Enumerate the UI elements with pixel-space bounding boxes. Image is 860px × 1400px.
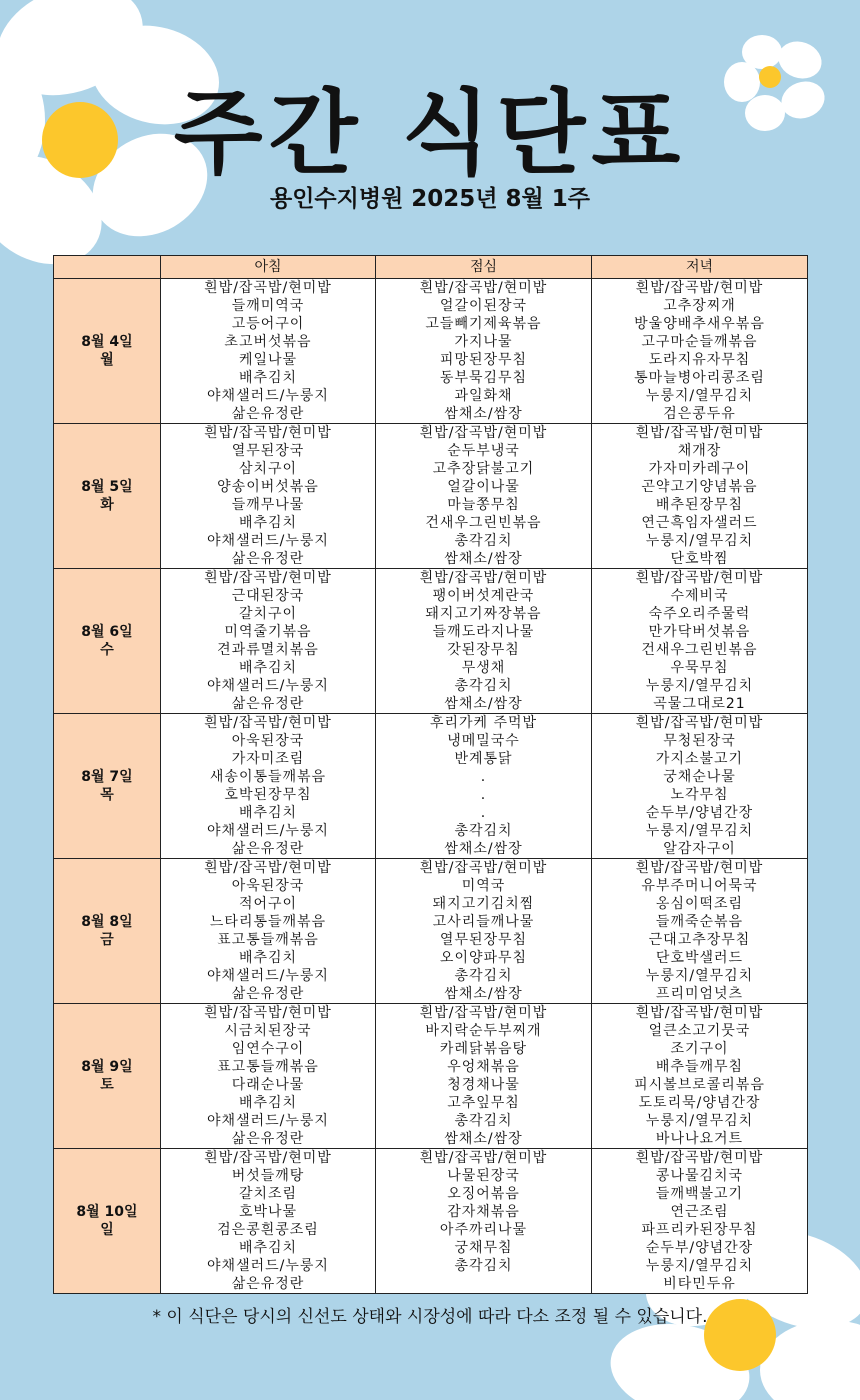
- dish-item: 수제비국: [670, 588, 729, 604]
- dish-item: .: [480, 769, 487, 785]
- dish-item: 배추김치: [238, 660, 298, 676]
- dish-item: 검은콩흰콩조림: [217, 1222, 319, 1238]
- dish-item: 쌈채소/쌈장: [444, 841, 523, 857]
- day-date: 8월 8일: [81, 914, 133, 930]
- dish-item: 아욱된장국: [231, 733, 305, 749]
- dish-item: 다래순나물: [231, 1077, 305, 1093]
- dish-item: 냉메밀국수: [447, 733, 520, 749]
- dish-item: 삶은유정란: [231, 1276, 305, 1292]
- dish-item: 청경채나물: [447, 1077, 520, 1093]
- breakfast-cell: [161, 1149, 376, 1294]
- dish-item: 고구마순들깨볶음: [641, 334, 758, 350]
- dish-item: 마늘쫑무침: [447, 497, 520, 513]
- lunch-cell: [376, 424, 592, 569]
- dinner-cell: [592, 279, 808, 424]
- dish-item: 들깨죽순볶음: [655, 914, 744, 930]
- dish-item: 파프리카된장무침: [641, 1222, 758, 1238]
- day-weekday: 화: [100, 497, 114, 513]
- dish-item: 가지소불고기: [655, 751, 744, 767]
- dish-item: 임연수구이: [231, 1041, 305, 1057]
- breakfast-cell: [161, 859, 376, 1004]
- dish-item: 쌈채소/쌈장: [444, 1131, 523, 1147]
- breakfast-cell: [161, 1004, 376, 1149]
- dish-item: 단호박찜: [670, 551, 729, 567]
- dish-item: 옹심이떡조림: [655, 896, 744, 912]
- dish-item: 야채샐러드/누룽지: [207, 1258, 329, 1274]
- dish-item: 알감자구이: [663, 841, 736, 857]
- dish-item: 총각김치: [454, 823, 513, 839]
- dish-item: 흰밥/잡곡밥/현미밥: [635, 280, 764, 296]
- column-header-dinner: 저녁: [592, 256, 808, 279]
- dish-item: 시금치된장국: [224, 1023, 312, 1039]
- dish-item: 가자미카레구이: [648, 461, 751, 477]
- dish-item: 흰밥/잡곡밥/현미밥: [635, 860, 764, 876]
- dish-item: 흰밥/잡곡밥/현미밥: [419, 425, 548, 441]
- dish-item: 흰밥/잡곡밥/현미밥: [204, 1150, 332, 1166]
- dish-item: 삼치구이: [238, 461, 298, 477]
- dish-item: 흰밥/잡곡밥/현미밥: [204, 860, 332, 876]
- dish-item: 삶은유정란: [231, 841, 305, 857]
- day-date: 8월 4일: [81, 334, 133, 350]
- dish-item: 순두부냉국: [447, 443, 520, 459]
- dish-item: 곤약고기양념볶음: [641, 479, 758, 495]
- dish-item: 흰밥/잡곡밥/현미밥: [204, 280, 332, 296]
- dish-item: 표고통들깨볶음: [217, 1059, 319, 1075]
- dish-item: 총각김치: [454, 533, 513, 549]
- dish-item: 흰밥/잡곡밥/현미밥: [419, 280, 548, 296]
- dish-item: 조기구이: [670, 1041, 729, 1057]
- dish-item: 무생채: [461, 660, 506, 676]
- dish-item: 삶은유정란: [231, 551, 305, 567]
- dish-item: 고들빼기제육볶음: [425, 316, 542, 332]
- day-cell: [54, 714, 161, 859]
- dish-item: 고추장찌개: [663, 298, 736, 314]
- column-header-day: [54, 256, 161, 279]
- day-weekday: 월: [100, 352, 114, 368]
- day-cell: [54, 859, 161, 1004]
- dish-item: 누룽지/열무김치: [645, 1258, 754, 1274]
- dish-item: 건새우그린빈볶음: [425, 515, 542, 531]
- footer-note: * 이 식단은 당시의 신선도 상태와 시장성에 따라 다소 조정 될 수 있습니다.: [152, 1307, 708, 1327]
- dish-item: 우엉채볶음: [447, 1059, 520, 1075]
- dish-item: 누룽지/열무김치: [645, 533, 754, 549]
- dish-item: 케일나물: [238, 352, 298, 368]
- dish-item: 과일화채: [454, 388, 513, 404]
- dish-item: 갈치조림: [238, 1186, 298, 1202]
- dish-item: 양송이버섯볶음: [217, 479, 319, 495]
- dish-item: 가자미조림: [231, 751, 305, 767]
- dish-item: 흰밥/잡곡밥/현미밥: [204, 425, 332, 441]
- dish-item: 들깨도라지나물: [432, 624, 535, 640]
- day-cell: [54, 424, 161, 569]
- dish-item: 근대된장국: [231, 588, 305, 604]
- lunch-cell: [376, 279, 592, 424]
- dish-item: 방울양배추새우볶음: [634, 316, 765, 332]
- dish-item: 미역줄기볶음: [224, 624, 312, 640]
- breakfast-cell: [161, 424, 376, 569]
- dish-item: 초고버섯볶음: [224, 334, 312, 350]
- dish-item: 표고통들깨볶음: [217, 932, 319, 948]
- dish-item: 고등어구이: [231, 316, 305, 332]
- lunch-cell: [376, 1149, 592, 1294]
- day-cell: [54, 569, 161, 714]
- dish-item: 들깨무나물: [231, 497, 305, 513]
- column-header-lunch: 점심: [376, 256, 592, 279]
- dish-item: 흰밥/잡곡밥/현미밥: [635, 715, 764, 731]
- dish-item: 피시볼브로콜리볶음: [634, 1077, 765, 1093]
- dish-item: 배추김치: [238, 950, 298, 966]
- dish-item: 배추김치: [238, 805, 298, 821]
- dish-item: 누룽지/열무김치: [645, 678, 754, 694]
- dish-item: 삶은유정란: [231, 1131, 305, 1147]
- dish-item: 쌈채소/쌈장: [444, 986, 523, 1002]
- day-weekday: 일: [100, 1222, 114, 1238]
- dish-item: 돼지고기김치찜: [432, 896, 535, 912]
- breakfast-cell: [161, 714, 376, 859]
- dish-item: 총각김치: [454, 678, 513, 694]
- dish-item: 근대고추장무침: [648, 932, 751, 948]
- dish-item: 들깨미역국: [231, 298, 305, 314]
- menu-table: [53, 255, 808, 1294]
- dish-item: 가지나물: [454, 334, 513, 350]
- dish-item: 흰밥/잡곡밥/현미밥: [635, 570, 764, 586]
- day-cell: [54, 279, 161, 424]
- dish-item: 배추김치: [238, 1095, 298, 1111]
- dish-item: 연근조림: [670, 1204, 729, 1220]
- day-date: 8월 6일: [81, 624, 133, 640]
- dish-item: 도토리묵/양념간장: [638, 1095, 761, 1111]
- dish-item: 얼큰소고기뭇국: [648, 1023, 751, 1039]
- table-row: [54, 1004, 808, 1149]
- dish-item: 배추김치: [238, 370, 298, 386]
- dish-item: 건새우그린빈볶음: [641, 642, 758, 658]
- dish-item: 흰밥/잡곡밥/현미밥: [419, 860, 548, 876]
- dish-item: 무청된장국: [663, 733, 736, 749]
- dish-item: 흰밥/잡곡밥/현미밥: [635, 1005, 764, 1021]
- lunch-cell: [376, 569, 592, 714]
- dish-item: 궁채무침: [454, 1240, 513, 1256]
- dish-item: 총각김치: [454, 1258, 513, 1274]
- table-row: [54, 279, 808, 424]
- dish-item: 흰밥/잡곡밥/현미밥: [204, 715, 332, 731]
- dish-item: 곡물그대로21: [653, 696, 746, 712]
- dish-item: 누룽지/열무김치: [645, 1113, 754, 1129]
- day-weekday: 토: [100, 1077, 114, 1093]
- dish-item: 순두부/양념간장: [645, 1240, 754, 1256]
- table-row: [54, 424, 808, 569]
- dish-item: 갈치구이: [238, 606, 298, 622]
- dish-item: 바지락순두부찌개: [425, 1023, 542, 1039]
- dish-item: 고사리들깨나물: [432, 914, 535, 930]
- day-cell: [54, 1004, 161, 1149]
- header-row: [54, 256, 808, 279]
- dish-item: 궁채순나물: [663, 769, 736, 785]
- dish-item: 쌈채소/쌈장: [444, 551, 523, 567]
- dish-item: 감자채볶음: [447, 1204, 520, 1220]
- dish-item: 적어구이: [238, 896, 298, 912]
- lunch-cell: [376, 714, 592, 859]
- dish-item: 삶은유정란: [231, 406, 305, 422]
- dinner-cell: [592, 859, 808, 1004]
- dish-item: 새송이통들깨볶음: [209, 769, 327, 785]
- dish-item: 배추된장무침: [655, 497, 744, 513]
- table-row: [54, 859, 808, 1004]
- dish-item: 배추김치: [238, 1240, 298, 1256]
- dish-item: [376, 1275, 591, 1293]
- dish-item: 고추장닭불고기: [432, 461, 535, 477]
- dish-item: 나물된장국: [447, 1168, 520, 1184]
- dish-item: 연근흑임자샐러드: [641, 515, 758, 531]
- day-weekday: 금: [100, 932, 114, 948]
- dish-item: 총각김치: [454, 968, 513, 984]
- dinner-cell: [592, 714, 808, 859]
- menu-body: [54, 279, 808, 1294]
- table-row: [54, 714, 808, 859]
- day-weekday: 목: [100, 787, 114, 803]
- dish-item: 누룽지/열무김치: [645, 388, 754, 404]
- dish-item: 삶은유정란: [231, 696, 305, 712]
- dish-item: .: [480, 787, 487, 803]
- day-date: 8월 9일: [81, 1059, 133, 1075]
- dish-item: 흰밥/잡곡밥/현미밥: [419, 570, 548, 586]
- dish-item: 오이양파무침: [439, 950, 528, 966]
- page-title: 주간 식단표: [173, 80, 687, 187]
- dish-item: 유부주머니어묵국: [641, 878, 758, 894]
- day-date: 8월 5일: [81, 479, 133, 495]
- dish-item: 흰밥/잡곡밥/현미밥: [204, 1005, 332, 1021]
- dish-item: 채개장: [677, 443, 722, 459]
- lunch-cell: [376, 1004, 592, 1149]
- dish-item: 야채샐러드/누룽지: [207, 388, 329, 404]
- table-row: [54, 1149, 808, 1294]
- dish-item: 흰밥/잡곡밥/현미밥: [419, 1005, 548, 1021]
- dish-item: 노각무침: [670, 787, 729, 803]
- day-date: 8월 7일: [81, 769, 133, 785]
- dish-item: 열무된장무침: [439, 932, 528, 948]
- dish-item: 후리가케 주먹밥: [429, 715, 538, 731]
- dish-item: 야채샐러드/누룽지: [207, 1113, 329, 1129]
- dish-item: 돼지고기짜장볶음: [425, 606, 542, 622]
- dish-item: 야채샐러드/누룽지: [207, 823, 329, 839]
- dinner-cell: [592, 1004, 808, 1149]
- dish-item: 갓된장무침: [447, 642, 520, 658]
- dish-item: 견과류멸치볶음: [217, 642, 319, 658]
- dish-item: 아주까리나물: [439, 1222, 528, 1238]
- dish-item: 바나나요거트: [655, 1131, 744, 1147]
- dish-item: 단호박샐러드: [655, 950, 744, 966]
- dish-item: 흰밥/잡곡밥/현미밥: [635, 1150, 764, 1166]
- dish-item: 비타민두유: [663, 1276, 736, 1292]
- dish-item: 순두부/양념간장: [645, 805, 754, 821]
- dish-item: 콩나물김치국: [655, 1168, 744, 1184]
- dish-item: 버섯들깨탕: [231, 1168, 305, 1184]
- dish-item: 동부묵김무침: [439, 370, 528, 386]
- dinner-cell: [592, 569, 808, 714]
- dish-item: 얼갈이된장국: [439, 298, 528, 314]
- dish-item: 피망된장무침: [439, 352, 528, 368]
- dish-item: .: [480, 805, 487, 821]
- dish-item: 누룽지/열무김치: [645, 823, 754, 839]
- dish-item: 고추잎무침: [447, 1095, 520, 1111]
- dish-item: 얼갈이나물: [447, 479, 520, 495]
- dish-item: 호박나물: [238, 1204, 298, 1220]
- dish-item: 쌈채소/쌈장: [444, 696, 523, 712]
- day-cell: [54, 1149, 161, 1294]
- dish-item: 통마늘병아리콩조림: [634, 370, 765, 386]
- dish-item: 느타리통들깨볶음: [209, 914, 327, 930]
- table-row: [54, 569, 808, 714]
- dish-item: 삶은유정란: [231, 986, 305, 1002]
- lunch-cell: [376, 859, 592, 1004]
- day-weekday: 수: [100, 642, 114, 658]
- dish-item: 누룽지/열무김치: [645, 968, 754, 984]
- dish-item: 흰밥/잡곡밥/현미밥: [204, 570, 332, 586]
- dish-item: 배추들깨무침: [655, 1059, 744, 1075]
- dish-item: 반계통닭: [454, 751, 513, 767]
- dish-item: 우묵무침: [670, 660, 729, 676]
- page-subtitle: 용인수지병원 2025년 8월 1주: [269, 186, 590, 212]
- dish-item: 야채샐러드/누룽지: [207, 968, 329, 984]
- dish-item: 숙주오리주물럭: [648, 606, 751, 622]
- day-date: 8월 10일: [76, 1204, 138, 1220]
- dish-item: 오징어볶음: [447, 1186, 520, 1202]
- dish-item: 만가닥버섯볶음: [648, 624, 751, 640]
- breakfast-cell: [161, 569, 376, 714]
- dish-item: 쌈채소/쌈장: [444, 406, 523, 422]
- dish-item: 프리미엄넛츠: [655, 986, 744, 1002]
- dinner-cell: [592, 1149, 808, 1294]
- dish-item: 도라지유자무침: [648, 352, 751, 368]
- breakfast-cell: [161, 279, 376, 424]
- dish-item: 배추김치: [238, 515, 298, 531]
- dish-item: 총각김치: [454, 1113, 513, 1129]
- dish-item: 흰밥/잡곡밥/현미밥: [419, 1150, 548, 1166]
- dish-item: 아욱된장국: [231, 878, 305, 894]
- dish-item: 흰밥/잡곡밥/현미밥: [635, 425, 764, 441]
- column-header-breakfast: 아침: [161, 256, 376, 279]
- dish-item: 미역국: [461, 878, 506, 894]
- dish-item: 카레닭볶음탕: [439, 1041, 528, 1057]
- dish-item: 야채샐러드/누룽지: [207, 533, 329, 549]
- dish-item: 열무된장국: [231, 443, 305, 459]
- dinner-cell: [592, 424, 808, 569]
- dish-item: 검은콩두유: [663, 406, 736, 422]
- dish-item: 팽이버섯계란국: [432, 588, 535, 604]
- dish-item: 들깨백불고기: [655, 1186, 744, 1202]
- dish-item: 호박된장무침: [224, 787, 312, 803]
- dish-item: 야채샐러드/누룽지: [207, 678, 329, 694]
